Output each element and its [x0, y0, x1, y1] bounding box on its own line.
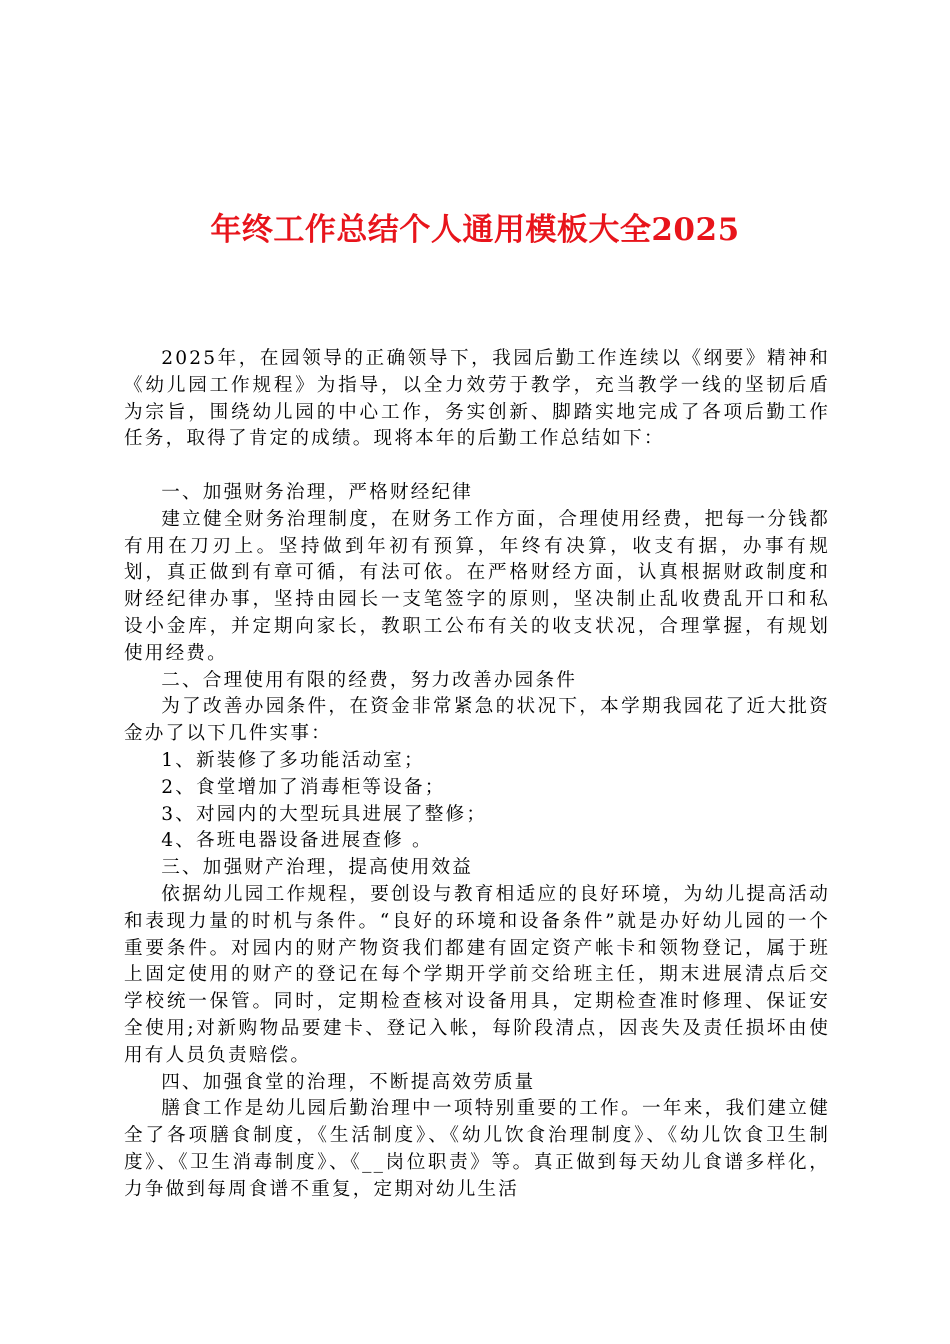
document-body [124, 346, 830, 1204]
section-paragraph-2: 为了改善办园条件，在资金非常紧急的状况下，本学期我园花了近大批资金办了以下几件实事： [124, 696, 830, 745]
section-paragraph-1: 建立健全财务治理制度，在财务工作方面，合理使用经费，把每一分钱都有用在刀刃上。坚持做到年初有预算，年终有决算，收支有据，办事有规划，真正做到有章可循，有法可依。在严格财经方面，认真根据财政制度和财经纪律办事，坚持由园长一支笔签字的原则，坚决制止乱收费乱开口和私设小金库，并定期向家长，教职工公布有关的收支状况，合理掌握，有规划使用经费。 [124, 508, 830, 664]
intro-paragraph: 2025年，在园领导的正确领导下，我园后勤工作连续以《纲要》精神和《幼儿园工作规程》为指导，以全力效劳于教学，充当教学一线的坚韧后盾为宗旨，围绕幼儿园的中心工作，务实创新、脚踏实地完成了各项后勤工作任务，取得了肯定的成绩。现将本年的后勤工作总结如下： [124, 348, 830, 450]
list-item-4: 4、各班电器设备进展查修 。 [161, 830, 433, 852]
section-heading-1: 一、加强财务治理，严格财经纪律 [161, 481, 474, 503]
list-item-3: 3、对园内的大型玩具进展了整修； [161, 803, 488, 825]
document-title: 年终工作总结个人通用模板大全2025 [210, 212, 740, 248]
section-heading-4: 四、加强食堂的治理，不断提高效劳质量 [161, 1071, 536, 1093]
section-heading-3: 三、加强财产治理，提高使用效益 [161, 857, 474, 879]
list-item-1: 1、新装修了多功能活动室； [161, 749, 425, 771]
list-item-2: 2、食堂增加了消毒柜等设备； [161, 776, 446, 798]
section-heading-2: 二、合理使用有限的经费，努力改善办园条件 [161, 669, 578, 691]
section-paragraph-3: 依据幼儿园工作规程，要创设与教育相适应的良好环境，为幼儿提高活动和表现力量的时机与条件。“良好的环境和设备条件”就是办好幼儿园的一个重要条件。对园内的财产物资我们都建有固定资产帐卡和领物登记，属于班上固定使用的财产的登记在每个学期开学前交给班主任，期末进展清点后交学校统一保管。同时，定期检查核对设备用具，定期检查准时修理、保证安全使用;对新购物品要建卡、登记入帐，每阶段清点，因丧失及责任损坏由使用有人员负责赔偿。 [124, 883, 830, 1066]
section-paragraph-4: 膳食工作是幼儿园后勤治理中一项特别重要的工作。一年来，我们建立健全了各项膳食制度，《生活制度》、《幼儿饮食治理制度》、《幼儿饮食卫生制度》、《卫生消毒制度》、《__岗位职责》等。真正做到每天幼儿食谱多样化，力争做到每周食谱不重复，定期对幼儿生活 [124, 1098, 830, 1200]
